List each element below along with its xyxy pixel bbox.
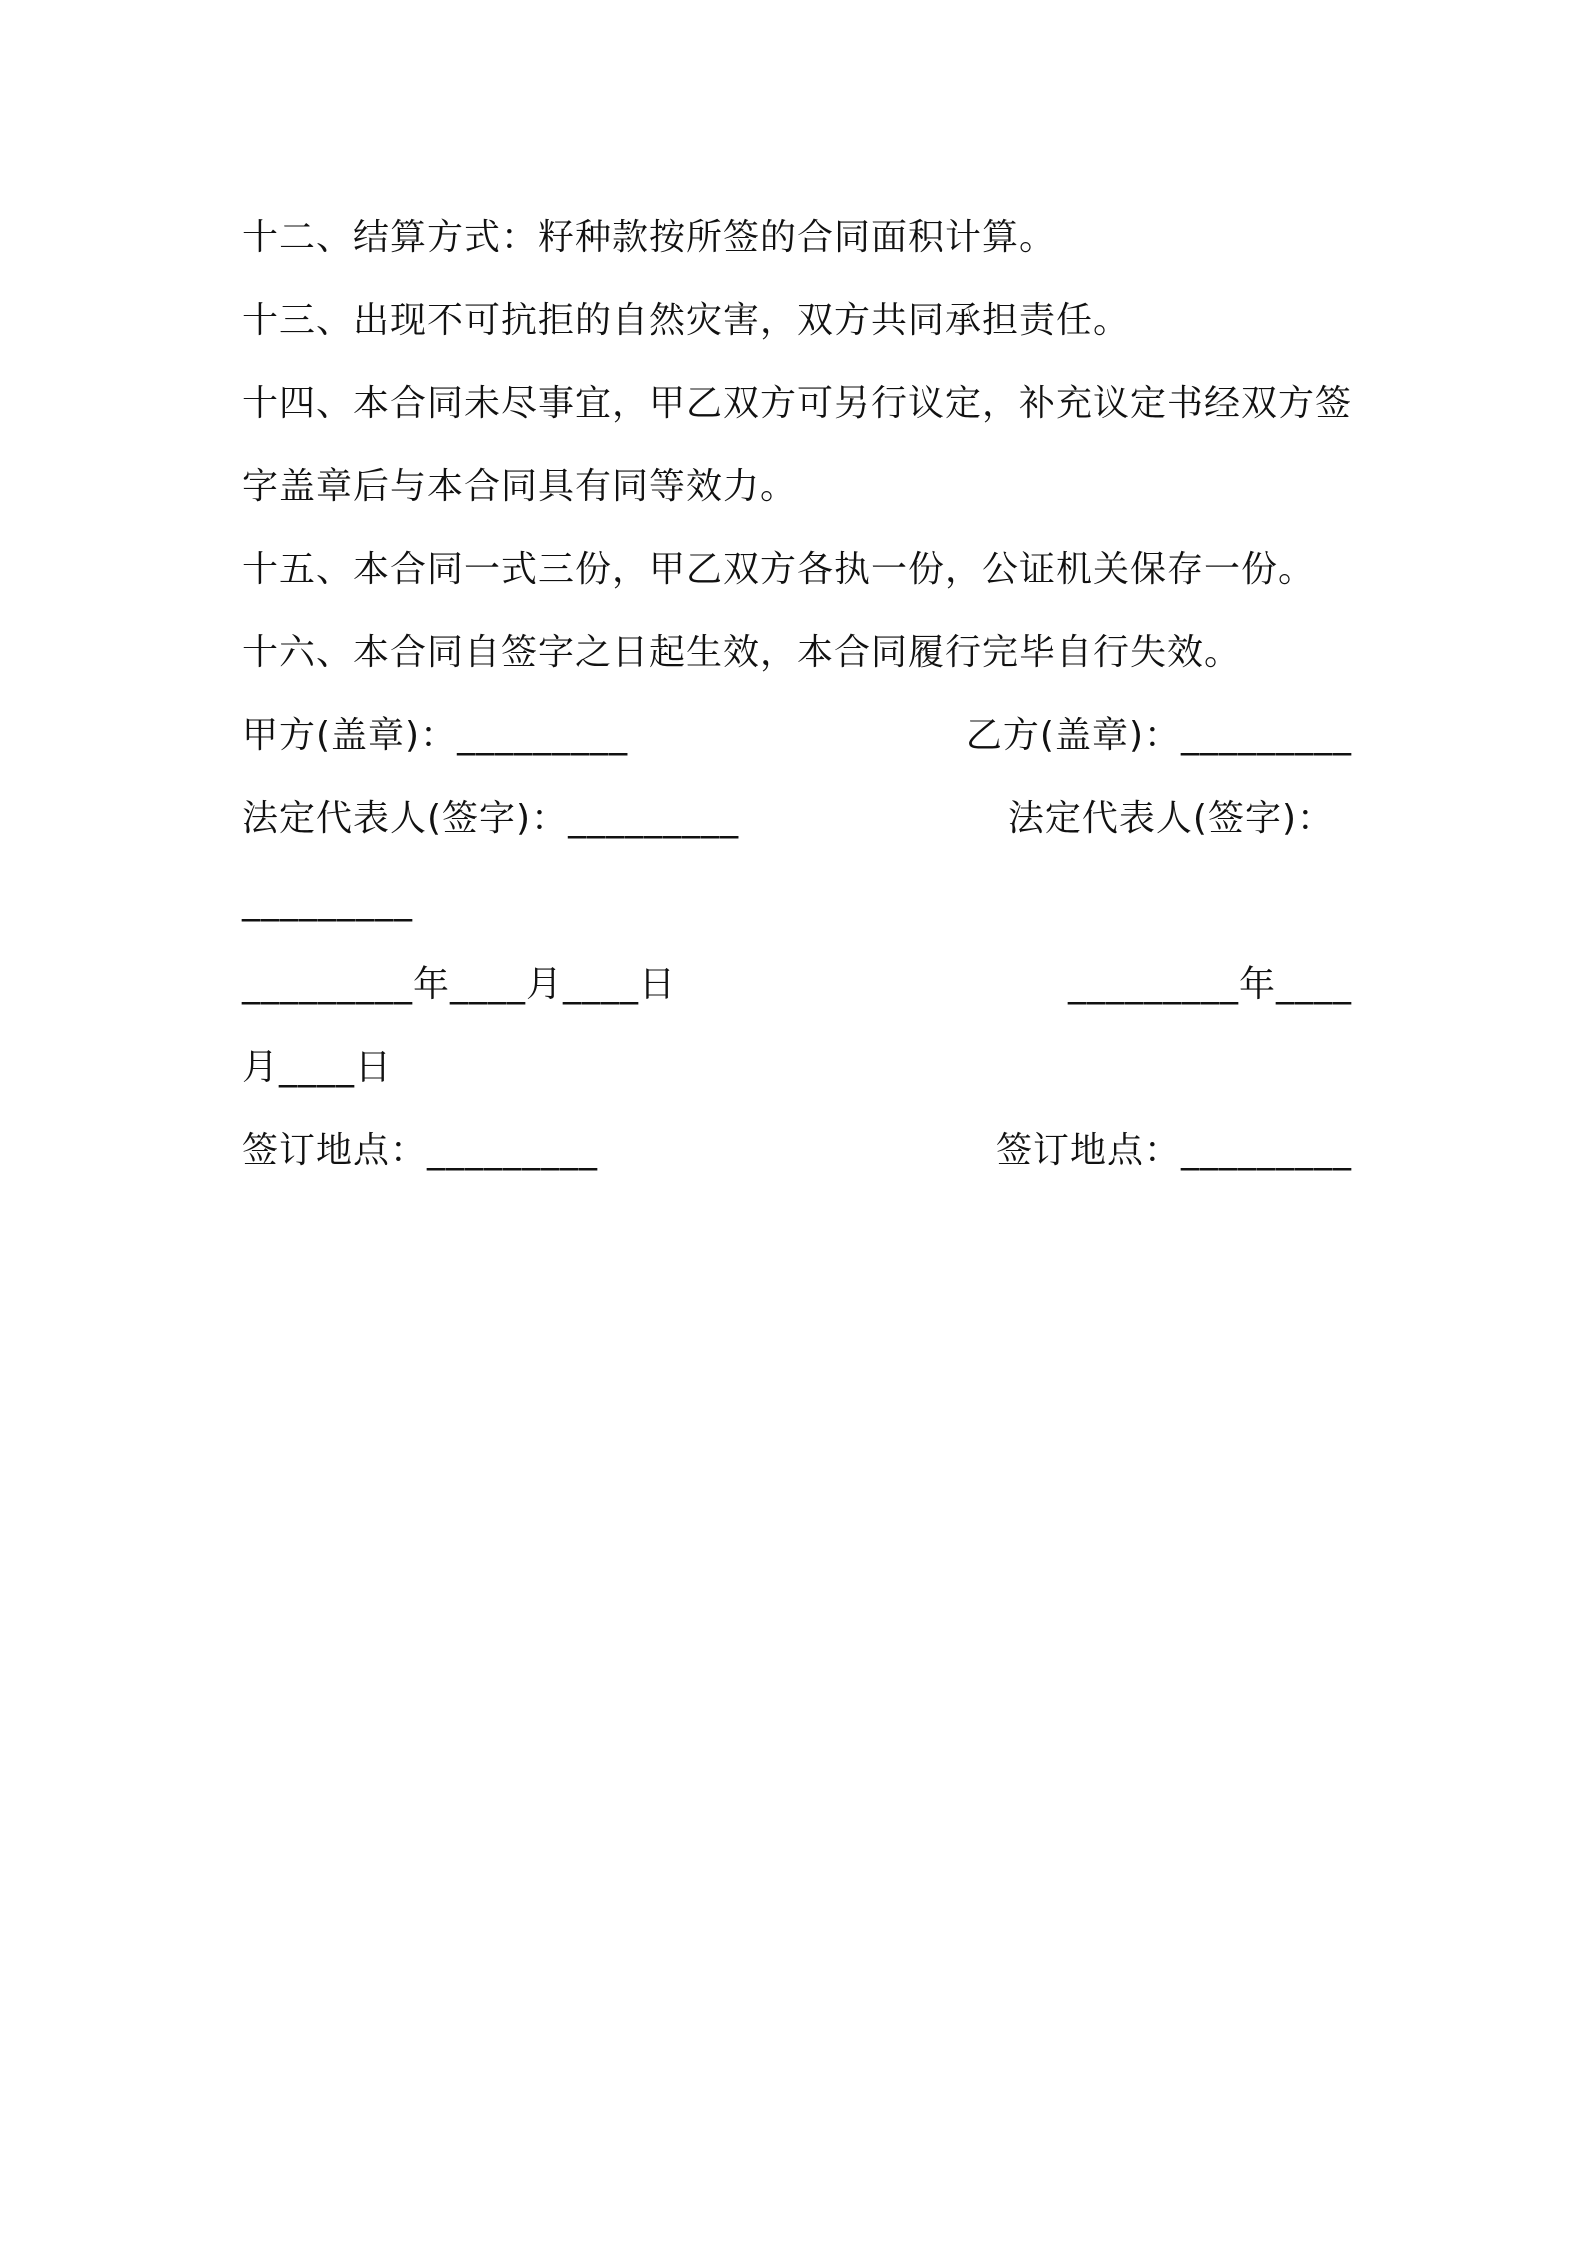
clause-13: 十三、出现不可抗拒的自然灾害，双方共同承担责任。 — [242, 300, 1131, 341]
party-b-date: _________年____ — [1068, 964, 1352, 1005]
place-row — [242, 1109, 1352, 1192]
seal-row — [242, 694, 1352, 777]
party-b-place: 签订地点：_________ — [995, 1130, 1352, 1171]
party-a-date: _________年____月____日 — [242, 964, 676, 1005]
party-a-seal: 甲方(盖章)：_________ — [242, 715, 629, 756]
party-b-seal: 乙方(盖章)：_________ — [965, 715, 1352, 756]
clause-14-continued: 字盖章后与本合同具有同等效力。 — [242, 466, 798, 507]
party-a-place: 签订地点：_________ — [242, 1130, 599, 1171]
clause-12: 十二、结算方式：籽种款按所签的合同面积计算。 — [242, 217, 1057, 258]
date-row — [242, 943, 1352, 1026]
clause-14: 十四、本合同未尽事宜，甲乙双方可另行议定，补充议定书经双方签 — [242, 383, 1353, 424]
party-b-representative: 法定代表人(签字)： — [1007, 798, 1334, 839]
clause-15: 十五、本合同一式三份，甲乙双方各执一份，公证机关保存一份。 — [242, 549, 1316, 590]
clause-16: 十六、本合同自签字之日起生效，本合同履行完毕自行失效。 — [242, 632, 1242, 673]
representative-row — [242, 777, 1352, 860]
party-a-representative: 法定代表人(签字)：_________ — [242, 798, 740, 839]
party-b-representative-blank: _________ — [242, 881, 413, 922]
party-b-date-continued: 月____日 — [242, 1047, 393, 1088]
contract-text — [242, 196, 1352, 1192]
